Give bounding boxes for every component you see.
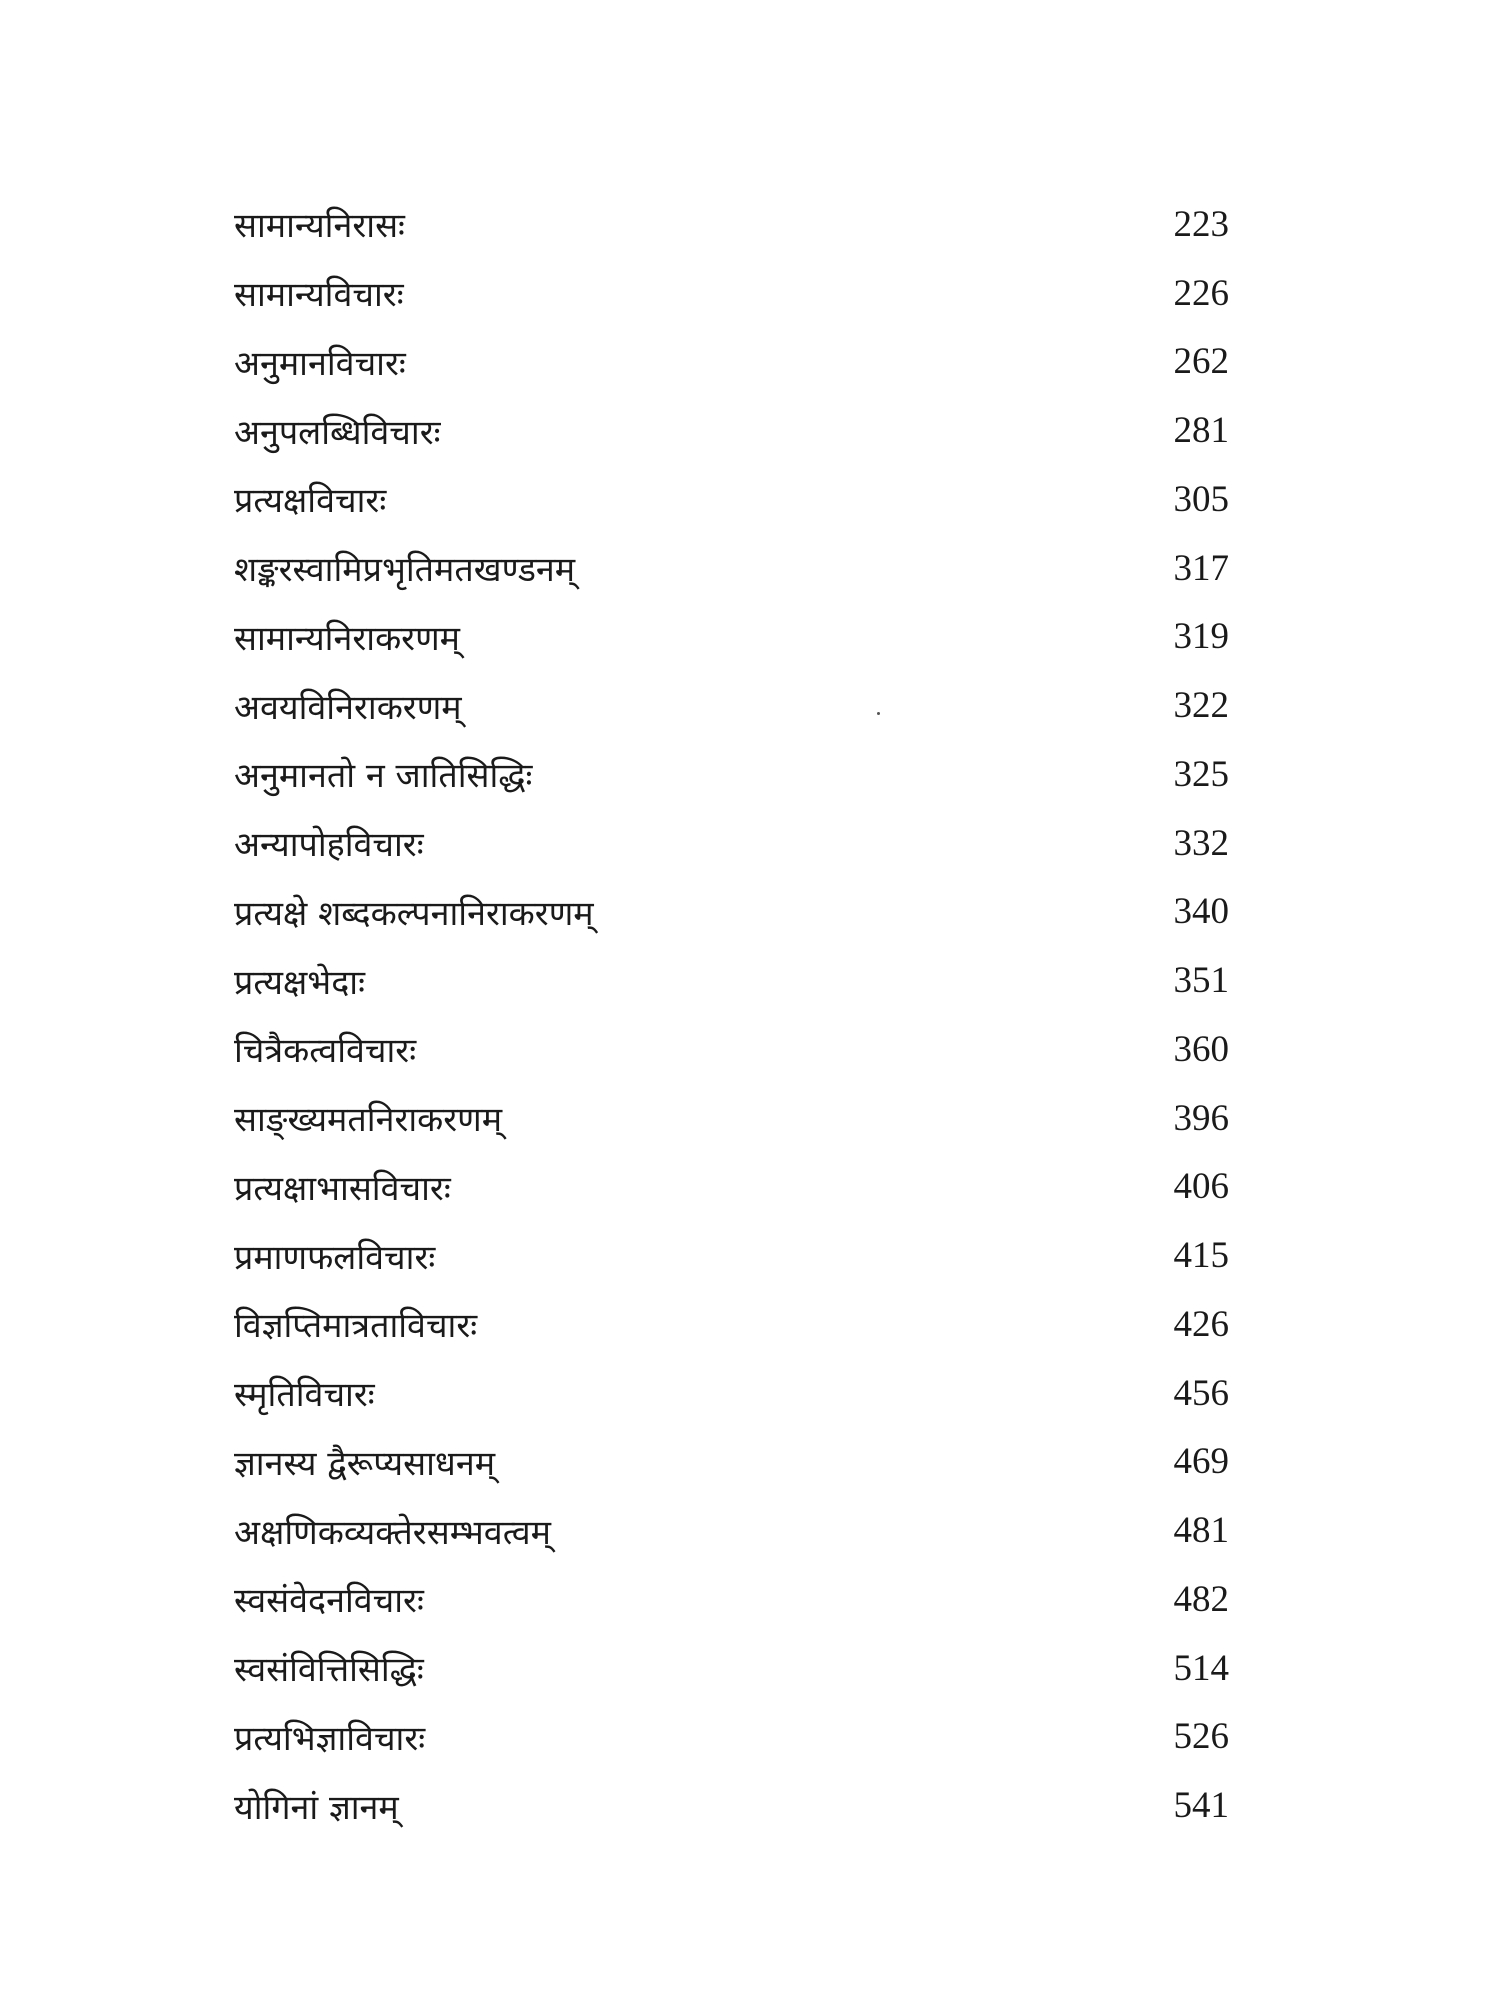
toc-entry bbox=[234, 1290, 1229, 1359]
toc-entry-page: 322 bbox=[1173, 685, 1229, 727]
toc-entry-page: 325 bbox=[1173, 753, 1229, 795]
toc-entry-page: 396 bbox=[1173, 1097, 1229, 1139]
toc-entry-page: 514 bbox=[1173, 1647, 1229, 1689]
toc-entry-page: 469 bbox=[1173, 1441, 1229, 1483]
toc-entry-title: चित्रैकत्वविचारः bbox=[234, 1031, 417, 1072]
scan-speck bbox=[877, 712, 880, 715]
toc-entry-title: अनुपलब्धिविचारः bbox=[234, 412, 441, 453]
toc-entry bbox=[234, 603, 1229, 672]
toc-entry-title: ज्ञानस्य द्वैरूप्यसाधनम् bbox=[234, 1443, 496, 1484]
toc-entry-page: 406 bbox=[1173, 1166, 1229, 1208]
toc-entry-title: योगिनां ज्ञानम् bbox=[234, 1787, 399, 1828]
toc-entry-page: 340 bbox=[1173, 891, 1229, 933]
toc-entry bbox=[234, 1428, 1229, 1497]
toc-entry-page: 332 bbox=[1173, 822, 1229, 864]
toc-entry-page: 305 bbox=[1173, 478, 1229, 520]
toc-entry bbox=[234, 259, 1229, 328]
toc-entry bbox=[234, 671, 1229, 740]
toc-entry bbox=[234, 190, 1229, 259]
toc-entry-title: प्रत्यक्षविचारः bbox=[234, 481, 387, 522]
toc-entry bbox=[234, 1221, 1229, 1290]
toc-entry-page: 223 bbox=[1173, 203, 1229, 245]
toc-entry bbox=[234, 946, 1229, 1015]
toc-entry bbox=[234, 1084, 1229, 1153]
toc-entry-page: 481 bbox=[1173, 1510, 1229, 1552]
table-of-contents bbox=[234, 190, 1229, 1840]
toc-entry-page: 541 bbox=[1173, 1785, 1229, 1827]
toc-entry-page: 482 bbox=[1173, 1578, 1229, 1620]
toc-entry bbox=[234, 878, 1229, 947]
toc-entry-title: अवयविनिराकरणम् bbox=[234, 687, 462, 728]
toc-entry bbox=[234, 465, 1229, 534]
toc-entry-title: अनुमानतो न जातिसिद्धिः bbox=[234, 756, 533, 797]
toc-entry-title: प्रमाणफलविचारः bbox=[234, 1237, 436, 1278]
toc-entry-page: 456 bbox=[1173, 1372, 1229, 1414]
toc-entry-title: स्मृतिविचारः bbox=[234, 1375, 375, 1416]
toc-entry-title: सामान्यनिराकरणम् bbox=[234, 618, 460, 659]
toc-entry-page: 351 bbox=[1173, 960, 1229, 1002]
toc-entry-page: 319 bbox=[1173, 616, 1229, 658]
toc-entry bbox=[234, 1015, 1229, 1084]
toc-entry-title: स्वसंवित्तिसिद्धिः bbox=[234, 1650, 424, 1691]
toc-entry bbox=[234, 396, 1229, 465]
toc-entry-page: 526 bbox=[1173, 1716, 1229, 1758]
toc-entry-title: अन्यापोहविचारः bbox=[234, 825, 424, 866]
toc-entry-page: 281 bbox=[1173, 410, 1229, 452]
toc-entry-title: अक्षणिकव्यक्तेरसम्भवत्वम् bbox=[234, 1512, 551, 1553]
toc-entry-title: साङ्ख्यमतनिराकरणम् bbox=[234, 1100, 503, 1141]
toc-entry-title: प्रत्यभिज्ञाविचारः bbox=[234, 1718, 426, 1759]
toc-entry-page: 415 bbox=[1173, 1235, 1229, 1277]
toc-entry bbox=[234, 1771, 1229, 1840]
toc-entry-page: 317 bbox=[1173, 547, 1229, 589]
toc-entry-page: 426 bbox=[1173, 1303, 1229, 1345]
toc-entry bbox=[234, 534, 1229, 603]
toc-entry bbox=[234, 328, 1229, 397]
toc-entry-title: प्रत्यक्षभेदाः bbox=[234, 962, 365, 1003]
toc-entry-title: विज्ञप्तिमात्रताविचारः bbox=[234, 1306, 478, 1347]
toc-entry bbox=[234, 1634, 1229, 1703]
toc-entry-title: प्रत्यक्षाभासविचारः bbox=[234, 1168, 451, 1209]
toc-entry bbox=[234, 809, 1229, 878]
toc-entry-title: स्वसंवेदनविचारः bbox=[234, 1581, 424, 1622]
toc-entry bbox=[234, 740, 1229, 809]
toc-entry bbox=[234, 1565, 1229, 1634]
toc-entry-title: शङ्करस्वामिप्रभृतिमतखण्डनम् bbox=[234, 550, 576, 591]
toc-entry-title: सामान्यविचारः bbox=[234, 275, 404, 316]
toc-entry-title: प्रत्यक्षे शब्दकल्पनानिराकरणम् bbox=[234, 893, 594, 934]
toc-entry bbox=[234, 1359, 1229, 1428]
toc-entry-page: 360 bbox=[1173, 1028, 1229, 1070]
toc-entry-title: सामान्यनिरासः bbox=[234, 206, 405, 247]
toc-entry-title: अनुमानविचारः bbox=[234, 343, 406, 384]
toc-entry-page: 226 bbox=[1173, 272, 1229, 314]
toc-entry-page: 262 bbox=[1173, 341, 1229, 383]
toc-entry bbox=[234, 1153, 1229, 1222]
toc-entry bbox=[234, 1496, 1229, 1565]
toc-entry bbox=[234, 1703, 1229, 1772]
